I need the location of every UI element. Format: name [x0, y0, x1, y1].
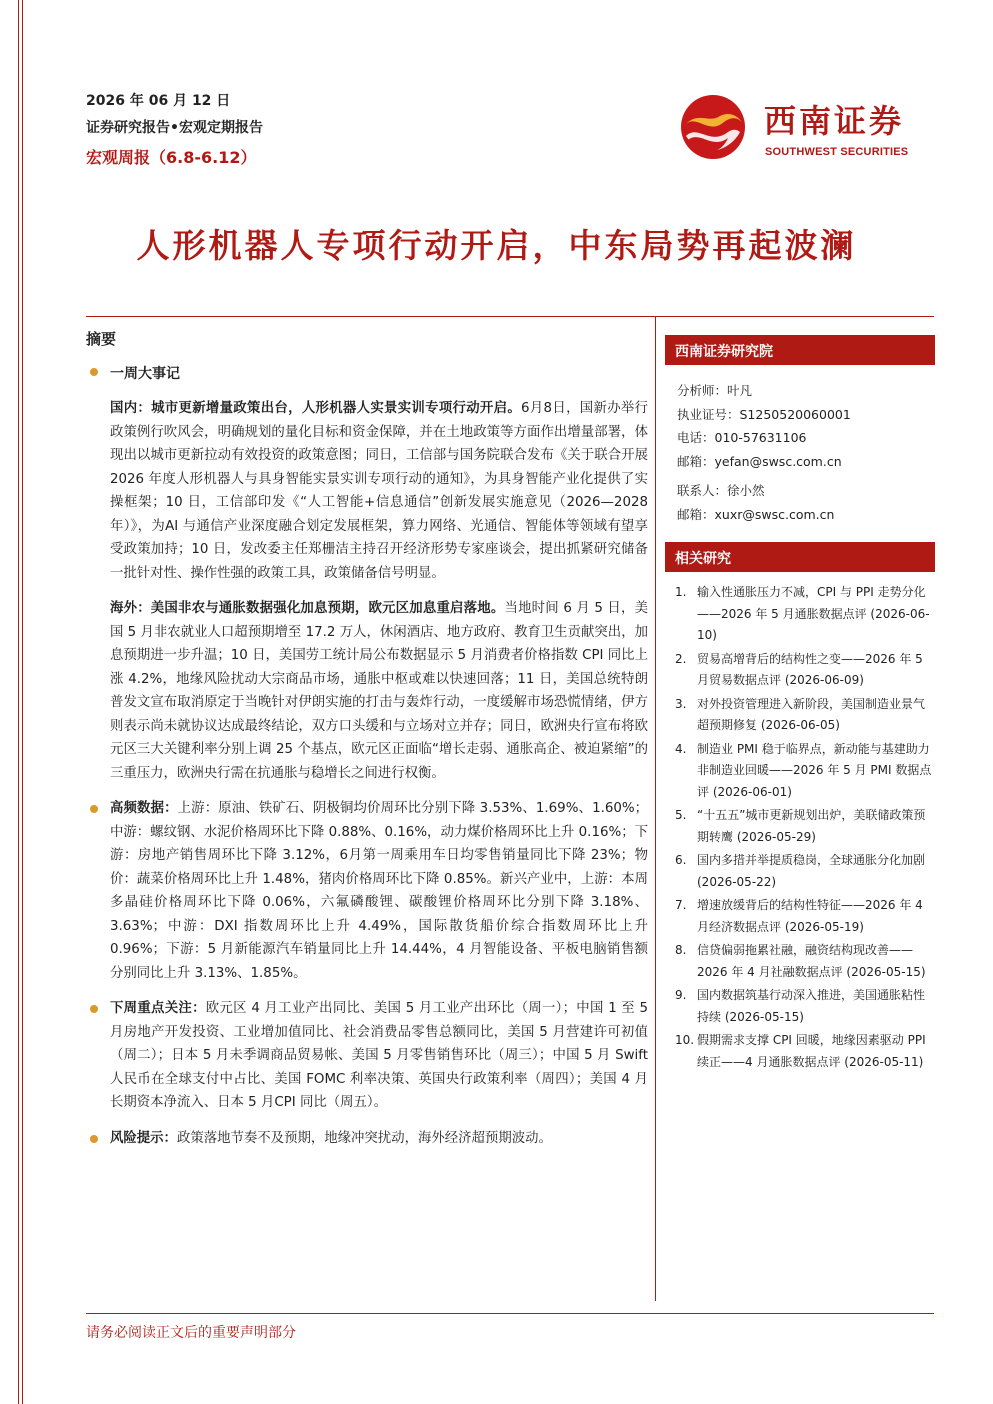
risk-paragraph: [86, 1127, 648, 1151]
phone-number: 电话：010-57631106: [677, 430, 807, 445]
related-research-header: 相关研究: [665, 542, 935, 572]
contact-block: [665, 365, 935, 526]
list-item-text: 增速放缓背后的结构性特征——2026 年 4 月经济数据点评 (2026-05-19): [697, 898, 923, 934]
bullet-dot-icon: [90, 805, 98, 813]
high-frequency-paragraph: [86, 797, 648, 985]
list-item-number: 10.: [675, 1033, 695, 1047]
left-frame-rule: [18, 0, 19, 1404]
list-item[interactable]: [675, 850, 935, 893]
logo-name-cn: 西南证券: [764, 102, 905, 140]
list-item[interactable]: [675, 985, 935, 1028]
list-item-number: 1.: [675, 585, 687, 599]
weekly-events-title: 一周大事记: [110, 366, 180, 382]
list-item[interactable]: [675, 1030, 935, 1073]
list-item[interactable]: [675, 582, 935, 647]
bullet-dot-icon: [90, 1005, 98, 1013]
logo-name-en: SOUTHWEST SECURITIES: [765, 146, 909, 158]
disclaimer-note: 请务必阅读正文后的重要声明部分: [86, 1325, 296, 1341]
list-item[interactable]: [675, 805, 935, 848]
page-title: 人形机器人专项行动开启，中东局势再起波澜: [136, 226, 857, 265]
abstract-section: [86, 328, 648, 1162]
list-item[interactable]: [675, 694, 935, 737]
paragraph-body: 政策落地节奏不及预期，地缘冲突扰动，海外经济超预期波动。: [176, 1130, 552, 1146]
paragraph-lead: 海外：美国非农与通胀数据强化加息预期，欧元区加息重启落地。: [110, 601, 505, 616]
analyst-email[interactable]: 邮箱：yefan@swsc.com.cn: [677, 453, 842, 469]
bullet-dot-icon: [90, 368, 98, 376]
related-research-list: [665, 572, 935, 1073]
list-item[interactable]: [675, 739, 935, 804]
report-series: 宏观周报（6.8-6.12）: [86, 148, 257, 167]
paragraph-lead: 国内：城市更新增量政策出台，人形机器人实景实训专项行动开启。: [110, 401, 522, 416]
paragraph-body: 上游：原油、铁矿石、阴极铜均价周环比分别下降 3.53%、1.69%、1.60%；中游：螺纹钢、水泥价格周环比下降 0.88%、0.16%，动力煤价格周环比上升 0.16%；下游：房地产销售周环比下降 3.12%，6月第一周乘用车日均零售销量同比下降 23%；物价：蔬菜价格周环比上升 1.48%，猪肉价格周环比下降 0.85%。新兴产业中，上游：本周多晶硅价格周环比下降 0.06%，六氟磷酸锂、碳酸锂价格周环比分别下降 3.18%、3.63%；中游：DXI 指数周环比上升 4.49%，国际散货船价综合指数周环比上升 0.96%；下游：5 月新能源汽车销量同比上升 14.44%，4 月智能设备、平板电脑销售额分别同比上升 3.13%、1.85%。: [110, 801, 649, 981]
next-week-paragraph: [86, 997, 648, 1115]
list-item[interactable]: [675, 649, 935, 692]
list-item-number: 3.: [675, 696, 687, 711]
list-item-text: “十五五”城市更新规划出炉，美联储政策预期转鹰 (2026-05-29): [697, 808, 926, 844]
list-item-text: 假期需求支撑 CPI 回暖，地缘因素驱动 PPI 续正——4 月通胀数据点评 (2026-05-11): [697, 1033, 926, 1069]
domestic-paragraph: [86, 397, 648, 585]
list-item-number: 5.: [675, 808, 687, 822]
list-item-number: 8.: [675, 943, 687, 957]
paragraph-body: 欧元区 4 月工业产出同比、美国 5 月工业产出环比（周一）；中国 1 至 5 月房地产开发投资、工业增加值同比、社会消费品零售总额同比，美国 5 月营建许可初值（周二）；日本 5 月未季调商品贸易帐、美国 5 月零售销售环比（周三）；中国 5 月 Swift 人民币在全球支付中占比、美国 FOMC 利率决策、英国央行政策利率（周四）；美国 4 月长期资本净流入、日本 5 月CPI 同比（周五）。: [110, 1001, 649, 1110]
analyst-name: 分析师：叶凡: [677, 383, 753, 398]
paragraph-lead: 风险提示：: [110, 1130, 177, 1146]
license-number: 执业证号：S1250520060001: [677, 406, 851, 422]
sidebar: [665, 335, 935, 1075]
list-item-text: 对外投资管理进入新阶段，美国制造业景气超预期修复 (2026-06-05): [697, 696, 926, 732]
paragraph-lead: 下周重点关注：: [110, 1001, 206, 1016]
list-item-text: 输入性通胀压力不减，CPI 与 PPI 走势分化——2026 年 5 月通胀数据点评 (2026-06-10): [697, 585, 930, 642]
list-item-text: 国内数据筑基行动深入推进，美国通胀粘性持续 (2026-05-15): [697, 988, 926, 1024]
contact-person: 联系人：徐小然: [677, 483, 765, 498]
report-date: 2026 年 06 月 12 日: [86, 93, 231, 109]
weekly-events-heading: [86, 363, 648, 383]
list-item-text: 信贷偏弱拖累社融，融资结构现改善——2026 年 4 月社融数据点评 (2026-05-15): [697, 943, 926, 979]
list-item-text: 制造业 PMI 稳于临界点，新动能与基建助力非制造业回暖——2026 年 5 月 PMI 数据点评 (2026-06-01): [697, 741, 932, 799]
title-divider: [86, 316, 934, 317]
bullet-dot-icon: [90, 1135, 98, 1143]
abstract-heading: 摘要: [86, 330, 117, 348]
report-type: 证券研究报告•宏观定期报告: [86, 120, 263, 136]
paragraph-body: 当地时间 6 月 5 日，美国 5 月非农就业人口超预期增至 17.2 万人，休闲酒店、地方政府、教育卫生贡献突出，加息预期进一步升温；10 日，美国劳工统计局公布数据显示 5 月消费者价格指数 CPI 同比上涨 4.2%，地缘风险扰动大宗商品市场，通胀中枢或难以快速回落；11 日，美国总统特朗普发文宣布取消原定于当晚针对伊朗实施的打击与轰炸行动，一度缓解市场恐慌情绪，伊方则表示尚未就协议达成最终结论，双方口头缓和与立场对立并存；同日，欧洲央行宣布将欧元区三大关键利率分别上调 25 个基点，欧元区正面临“增长走弱、通胀高企、被迫紧缩”的三重压力，欧洲央行需在抗通胀与稳增长之间进行权衡。: [110, 601, 648, 781]
contact-email[interactable]: 邮箱：xuxr@swsc.com.cn: [677, 506, 835, 522]
list-item-text: 贸易高增背后的结构性之变——2026 年 5 月贸易数据点评 (2026-06-09): [697, 651, 923, 687]
column-divider: [655, 316, 656, 1301]
list-item-number: 6.: [675, 853, 687, 867]
overseas-paragraph: [86, 597, 648, 785]
company-logo: [678, 92, 928, 162]
list-item[interactable]: [675, 940, 935, 983]
logo-emblem-icon: [678, 92, 748, 162]
institute-header: 西南证券研究院: [665, 335, 935, 365]
paragraph-body: 6月8日，国新办举行政策例行吹风会，明确规划的量化目标和资金保障，并在土地政策等方面作出增量部署，体现出以城市更新拉动有效投资的政策意图；同日，工信部与国务院联合发布《关于联合开展 2026 年度人形机器人与具身智能实景实训专项行动的通知》，为具身智能产业化提供了实操框架；10 日，工信部印发《“人工智能+信息通信”创新发展实施意见（2026—2028 年）》，为AI 与通信产业深度融合划定发展框架，算力网络、光通信、智能体等领域有望享受政策加持；10 日，发改委主任郑栅洁主持召开经济形势专家座谈会，提出抓紧研究储备一批针对性、操作性强的政策工具，政策储备信号明显。: [110, 401, 648, 581]
paragraph-lead: 高频数据：: [110, 801, 178, 816]
list-item-text: 国内多措并举提质稳岗，全球通胀分化加剧 (2026-05-22): [697, 853, 926, 889]
list-item-number: 7.: [675, 898, 687, 912]
list-item-number: 4.: [675, 741, 687, 756]
list-item[interactable]: [675, 895, 935, 938]
list-item-number: 2.: [675, 651, 687, 666]
left-frame-rule-inner: [22, 0, 23, 1404]
footer-divider: [86, 1313, 934, 1314]
list-item-number: 9.: [675, 988, 687, 1002]
